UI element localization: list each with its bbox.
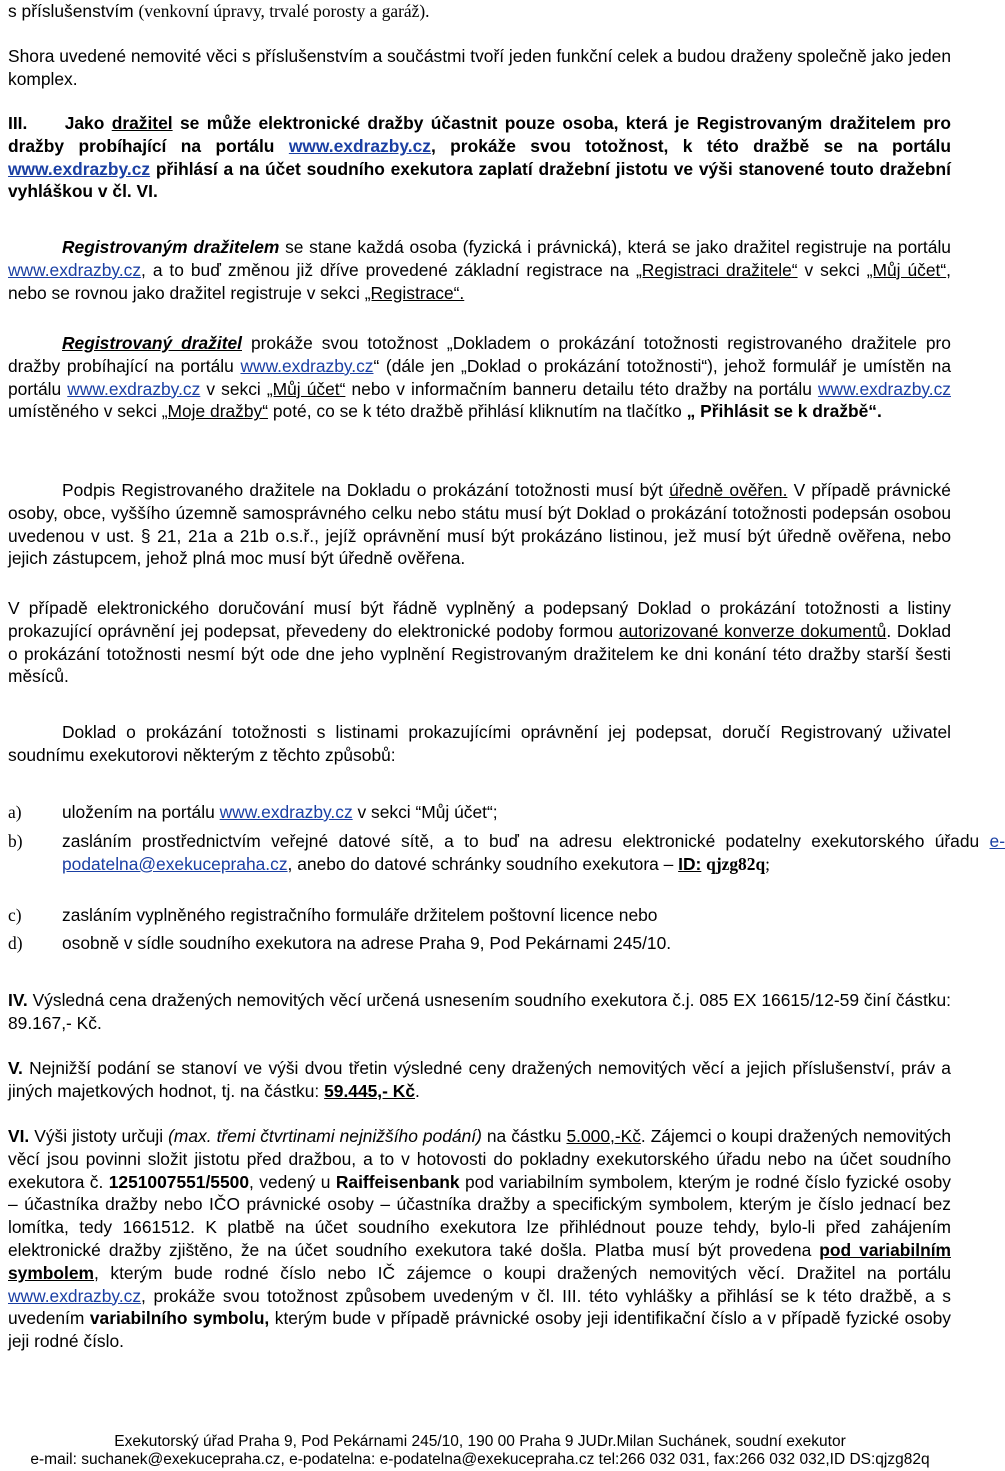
text: pod variabilním symbolem, kterým je rodné číslo fyzické osoby – účastníka dražby nebo IČO právnické osoby – účastníka dražby a specifickým symbolem, kterým je číslo jednací bez lomítka, tedy 1661512. K platbě na účet soudního exekutora lze přihlédnout pouze tehdy, bylo-li před zahájením elektronické dražby zjištěno, že na účet soudního exekutora také došla. Platba musí být provedena: [8, 1171, 951, 1260]
text: , a to buď změnou již dříve provedené základní registrace na: [141, 259, 630, 280]
section-vi: [8, 1125, 951, 1353]
list-marker: c): [8, 905, 22, 925]
portal-link[interactable]: www.exdrazby.cz: [8, 259, 142, 280]
footer-line-2: e-mail: suchanek@exekucepraha.cz, e-podatelna: e-podatelna@exekucepraha.cz tel:266 032 031, fax:266 032 032,ID DS:qjzg82q: [30, 1451, 930, 1468]
list-marker: b): [8, 831, 23, 851]
text: na částku: [486, 1126, 562, 1146]
text: , prokáže svou totožnost způsobem uvedeným v čl. III. této vyhlášky a přihlásí se k této dražbě, a s uvedením: [8, 1285, 951, 1329]
section-v: [8, 1057, 951, 1103]
text: poté, co se k této dražbě přihlásí kliknutím na tlačítko: [272, 401, 682, 422]
italic-note: (max. třemi čtvrtinami nejnižšího podání): [168, 1126, 482, 1146]
text: Výši jistoty určuji: [34, 1126, 164, 1146]
list-item: b) zasláním prostřednictvím veřejné datové sítě, a to buď na adresu elektronické podatelny exekutorského úřadu e-podatelna@exekucepraha.cz, anebo do datové schránky soudního exekutora – ID: qjzg82q;: [8, 831, 1005, 874]
list-item: [8, 932, 1005, 955]
electronic-paragraph: [8, 597, 951, 688]
section-iii: [8, 112, 951, 203]
intro-line: [8, 0, 430, 23]
intro-paragraph: Shora uvedené nemovité věci s příslušenstvím a součástmi tvoří jeden funkční celek a budou draženy společně jako jeden komplex.: [8, 46, 951, 89]
text: Jako: [64, 113, 105, 133]
text: . Doklad o prokázání totožnosti nesmí být ode dne jeho vyplnění Registrovaným dražitelem ke dni konání této dražby starší šesti měsíců.: [8, 620, 951, 687]
text: umístěného v sekci: [8, 401, 157, 422]
text: se může elektronické dražby účastnit pouze osoba, která je Registrovaným dražitelem pro dražby probíhající na portálu: [8, 113, 951, 156]
text: .: [415, 1080, 420, 1101]
portal-link[interactable]: www.exdrazby.cz: [219, 802, 353, 822]
delivery-intro: [8, 721, 951, 767]
text: nebo v informačním banneru detailu této dražby na portálu: [351, 378, 812, 399]
section-label: VI.: [8, 1126, 30, 1146]
text: Nejnižší podání se stanoví ve výši dvou třetin výsledné ceny dražených nemovitých věcí a jejich příslušenství, práv a jiných majetkových hodnot, tj. na částku:: [8, 1058, 951, 1101]
list-item: [8, 801, 1005, 824]
list-marker: a): [8, 802, 22, 822]
text: Výsledná cena dražených nemovitých věcí určená usnesením soudního exekutora č.j. 085 EX 16615/12-59 činí částku: 89.167,- Kč.: [8, 990, 951, 1033]
text: přihlásí a na účet soudního exekutora zaplatí dražební jistotu ve výši stanovené touto dražební vyhláškou v čl. VI.: [8, 158, 951, 202]
list-marker: d): [8, 933, 23, 953]
deposit-amount: 5.000,-Kč: [566, 1126, 641, 1146]
section-label: V.: [8, 1058, 23, 1078]
portal-link[interactable]: www.exdrazby.cz: [8, 1285, 142, 1306]
portal-link[interactable]: www.exdrazby.cz: [8, 158, 151, 179]
underlined-term: pod variabilním symbolem: [8, 1239, 951, 1283]
section-label: IV.: [8, 990, 28, 1010]
text: “ (dále jen „Doklad o prokázání totožnosti“), jehož formulář je umístěn na portálu: [8, 355, 951, 399]
portal-link[interactable]: www.exdrazby.cz: [67, 378, 201, 399]
list-item: [8, 904, 1005, 927]
text: V případě právnické osoby, obce, vyššího územně samosprávného celku nebo státu musí být Doklad o prokázání totožnosti podepsán osobou uvedenou v ust. § 21, 21a a 21b o.s.ř., jejíž oprávnění musí být prokázáno listinou, jež musí být úředně ověřena, nebo jejich zástupcem, jehož plná moc musí být úředně ověřena.: [8, 480, 951, 569]
portal-link[interactable]: www.exdrazby.cz: [288, 135, 431, 156]
text: se stane každá osoba (fyzická i právnická), která se jako dražitel registruje na portálu: [285, 237, 951, 257]
text: . Zájemci o koupi dražených nemovitých věcí jsou povinni složit jistotu před dražbou, a to v hotovosti do pokladny exekutorského úřadu nebo na účet soudního exekutora č.: [8, 1126, 951, 1192]
signature-paragraph: [8, 479, 951, 570]
text: , anebo do datové schránky soudního exekutora –: [287, 853, 674, 874]
underlined-term: autorizované konverze dokumentů: [618, 620, 887, 641]
text: , nebo se rovnou jako dražitel registruje v sekci: [8, 259, 951, 303]
text: v sekci: [804, 259, 860, 280]
section-iv: [8, 989, 951, 1035]
section-ref: „Registrace“.: [364, 282, 465, 303]
text: Podpis Registrovaného dražitele na Dokladu o prokázání totožnosti musí být: [62, 480, 663, 500]
id-label: ID:: [678, 853, 702, 874]
account-number: 1251007551/5500: [108, 1171, 249, 1192]
text: uložením na portálu: [62, 802, 215, 822]
section-ref: „Moje dražby“: [161, 401, 269, 422]
term-drazitel: dražitel: [111, 113, 173, 133]
intro-text-serif: (venkovní úpravy, trvalé porosty a garáž).: [138, 1, 430, 21]
term-registered-bidder: Registrovaný dražitel: [62, 333, 242, 353]
text: v sekci “Můj účet“;: [357, 802, 498, 822]
portal-link[interactable]: www.exdrazby.cz: [817, 378, 951, 399]
underlined-term: úředně ověřen.: [669, 480, 788, 500]
registration-paragraph: [8, 236, 951, 304]
section-ref: „Registraci dražitele“: [636, 259, 798, 280]
section-ref: „Můj účet“: [266, 378, 346, 399]
text: osobně v sídle soudního exekutora na adrese Praha 9, Pod Pekárnami 245/10.: [62, 933, 672, 953]
email-link[interactable]: e-podatelna@exekucepraha.cz: [62, 831, 1005, 874]
button-label-text: „ Přihlásit se k dražbě“.: [686, 401, 882, 422]
text: zasláním vyplněného registračního formuláře držitelem poštovní licence nebo: [62, 905, 658, 925]
section-label: III.: [8, 113, 28, 133]
databox-id: qjzg82q: [706, 853, 766, 874]
bank-name: Raiffeisenbank: [335, 1171, 460, 1192]
text: v sekci: [206, 378, 261, 399]
text: , kterým bude rodné číslo nebo IČ zájemce o koupi dražených nemovitých věcí. Dražitel na portálu: [94, 1262, 951, 1283]
term-registered-bidder: Registrovaným dražitelem: [62, 237, 280, 257]
intro-text: s příslušenstvím: [8, 1, 134, 21]
text: zasláním prostřednictvím veřejné datové sítě, a to buď na adresu elektronické podatelny exekutorského úřadu: [62, 831, 980, 851]
text: Doklad o prokázání totožnosti s listinami prokazujícími oprávnění jej podepsat, doručí Registrovaný uživatel soudnímu exekutorovi některým z těchto způsobů:: [8, 722, 951, 765]
minimum-bid-amount: 59.445,- Kč: [324, 1080, 415, 1101]
identity-paragraph: [8, 332, 951, 423]
text: , prokáže svou totožnost, k této dražbě se na portálu: [430, 135, 951, 156]
portal-link[interactable]: www.exdrazby.cz: [240, 355, 374, 376]
text: kterým bude v případě právnické osoby jeji identifikační číslo a v případě fyzické osoby jeji rodné číslo.: [8, 1308, 951, 1352]
bold-term: variabilního symbolu,: [89, 1308, 270, 1329]
section-ref: „Můj účet“: [866, 259, 947, 280]
footer-line-1: Exekutorský úřad Praha 9, Pod Pekárnami 245/10, 190 00 Praha 9 JUDr.Milan Suchánek, soudní exekutor: [114, 1433, 846, 1450]
text: V případě elektronického doručování musí být řádně vyplněný a podepsaný Doklad o prokázání totožnosti a listiny prokazující oprávnění jej podepsat, převedeny do elektronické podoby formou: [8, 598, 951, 641]
text: , vedený u: [249, 1171, 331, 1192]
text: prokáže svou totožnost „Dokladem o prokázání totožnosti registrovaného dražitele pro dražby probíhající na portálu: [8, 333, 951, 376]
